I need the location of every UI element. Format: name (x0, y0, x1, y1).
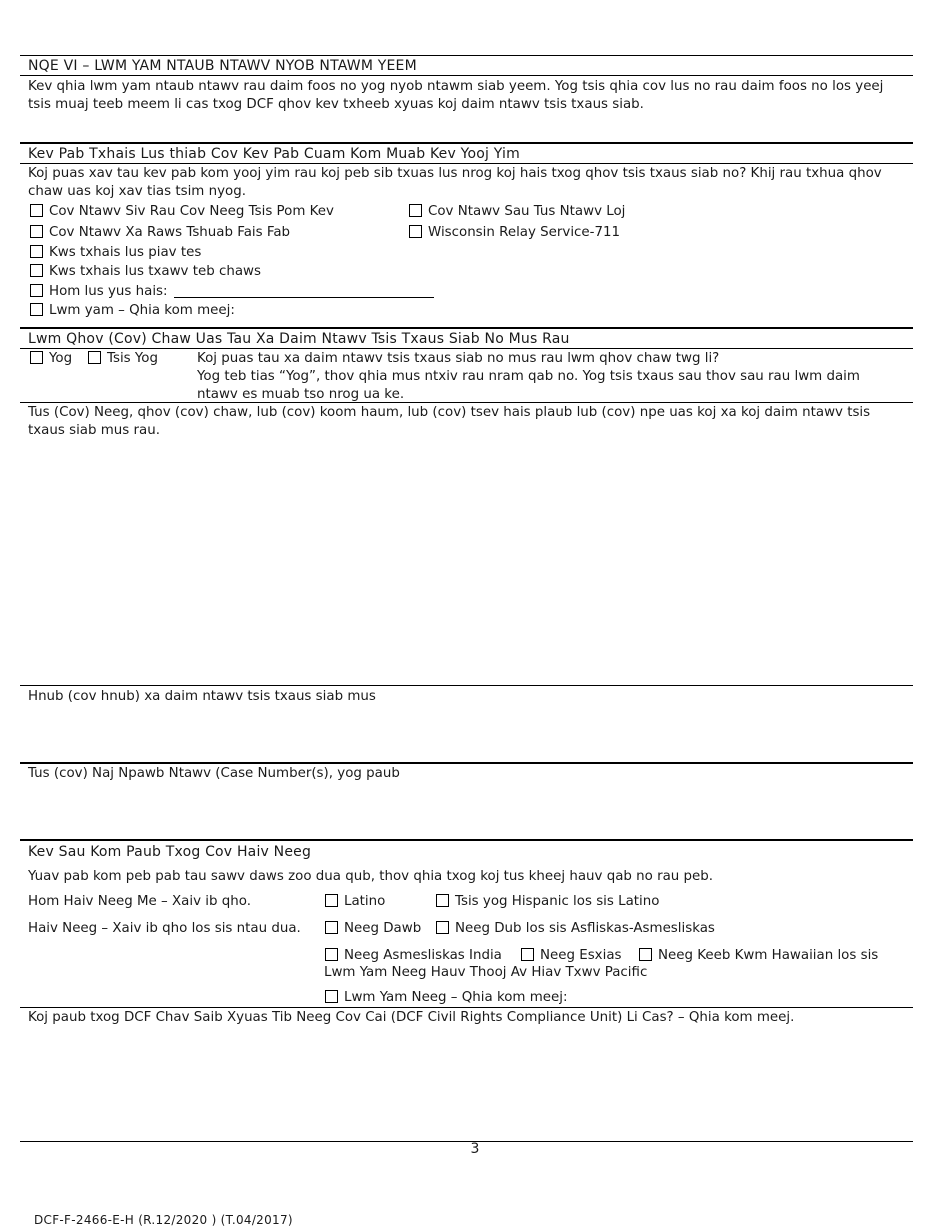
option-spoken-language[interactable] (30, 283, 434, 301)
asian-checkbox[interactable] (521, 948, 534, 961)
demographics-body (20, 861, 913, 1007)
option-label: Neeg Dub los sis Asfliskas-Asmesliskas (455, 921, 715, 936)
latino-checkbox[interactable] (325, 894, 338, 907)
prior-contact-question: Koj paub txog DCF Chav Saib Xyuas Tib Neeg Cov Cai (DCF Civil Rights Compliance Unit) Li Cas? – Qhia kom meej. (28, 1010, 795, 1025)
large-print-checkbox[interactable] (409, 204, 422, 217)
option-label: Latino (344, 894, 386, 909)
race-black[interactable] (436, 920, 715, 938)
yes-option[interactable] (30, 350, 72, 368)
no-checkbox[interactable] (88, 351, 101, 364)
option-label: Lwm yam – Qhia kom meej: (49, 303, 235, 318)
demographics-title: Kev Sau Kom Paub Txog Cov Haiv Neeg (28, 844, 312, 860)
option-label: Neeg Keeb Kwm Hawaiian los sis (658, 948, 879, 963)
option-label: Kws txhais lus piav tes (49, 245, 202, 260)
sign-language-checkbox[interactable] (30, 245, 43, 258)
case-number-label: Tus (cov) Naj Npawb Ntawv (Case Number(s), yog paub (28, 766, 400, 781)
option-label: Neeg Esxias (540, 948, 622, 963)
option-braille[interactable] (30, 203, 334, 221)
relay-checkbox[interactable] (409, 225, 422, 238)
ethnicity-label: Hom Haiv Neeg Me – Xaiv ib qho. (28, 894, 251, 909)
hawaiian-checkbox[interactable] (639, 948, 652, 961)
spoken-language-field[interactable] (174, 283, 434, 298)
option-label: Hom lus yus hais: (49, 284, 168, 299)
race-label: Haiv Neeg – Xaiv ib qho los sis ntau dua. (28, 921, 301, 936)
spoken-language-checkbox[interactable] (30, 284, 43, 297)
no-label: Tsis Yog (107, 351, 158, 366)
option-label: Wisconsin Relay Service-711 (428, 225, 621, 240)
other-agency-question-row (20, 349, 913, 402)
language-question: Koj puas xav tau kev pab kom yooj yim rau koj peb sib txuas lus nrog koj hais txog qhov tsis txaus siab no? Khij rau txhua qhov chaw uas koj xav tias tsim nyog. (28, 166, 882, 199)
option-label: Cov Ntawv Xa Raws Tshuab Fais Fab (49, 225, 291, 240)
agency-names-label: Tus (Cov) Neeg, qhov (cov) chaw, lub (cov) koom haum, lub (cov) tsev hais plaub lub (cov) npe uas koj xa koj daim ntawv tsis txaus siab mus rau. (28, 405, 871, 438)
race-asian[interactable] (521, 947, 622, 965)
ethnicity-not-latino[interactable] (436, 893, 659, 911)
form-code: DCF-F-2466-E-H (R.12/2020 ) (T.04/2017) (34, 1213, 293, 1227)
option-label: Neeg Dawb (344, 921, 422, 936)
option-label: Tsis yog Hispanic los sis Latino (455, 894, 660, 909)
electronic-checkbox[interactable] (30, 225, 43, 238)
language-section-title: Kev Pab Txhais Lus thiab Cov Kev Pab Cuam Kom Muab Kev Yooj Yim (28, 146, 520, 162)
language-options (20, 201, 913, 327)
option-label: Lwm Yam Neeg – Qhia kom meej: (344, 990, 568, 1005)
section-vi-title: NQE VI – LWM YAM NTAUB NTAWV NYOB NTAWM YEEM (28, 58, 417, 74)
option-label: Neeg Asmesliskas India (344, 948, 502, 963)
option-electronic[interactable] (30, 224, 290, 242)
race-other-checkbox[interactable] (325, 990, 338, 1003)
option-sign-language[interactable] (30, 244, 201, 262)
braille-checkbox[interactable] (30, 204, 43, 217)
foreign-interpreter-checkbox[interactable] (30, 264, 43, 277)
american-indian-checkbox[interactable] (325, 948, 338, 961)
option-label: Cov Ntawv Siv Rau Cov Neeg Tsis Pom Kev (49, 204, 334, 219)
white-checkbox[interactable] (325, 921, 338, 934)
option-relay[interactable] (409, 224, 620, 242)
prior-contact-field[interactable] (20, 1008, 913, 1027)
race-hawaiian[interactable] (639, 947, 878, 965)
complaint-form-page (20, 55, 913, 1027)
agency-names-field[interactable] (20, 403, 913, 685)
black-checkbox[interactable] (436, 921, 449, 934)
option-other[interactable] (30, 302, 235, 320)
page-number: 3 (470, 1141, 480, 1157)
yes-label: Yog (49, 351, 73, 366)
race-pacific-islander-continued: Lwm Yam Neeg Hauv Thooj Av Hiav Txwv Pacific (324, 965, 648, 980)
race-american-indian[interactable] (325, 947, 502, 965)
ethnicity-latino[interactable] (325, 893, 385, 911)
other-checkbox[interactable] (30, 303, 43, 316)
other-agency-title: Lwm Qhov (Cov) Chaw Uas Tau Xa Daim Ntawv Tsis Txaus Siab No Mus Rau (28, 331, 570, 347)
option-label: Cov Ntawv Sau Tus Ntawv Loj (428, 204, 626, 219)
option-large-print[interactable] (409, 203, 625, 221)
yes-checkbox[interactable] (30, 351, 43, 364)
race-other[interactable] (325, 989, 568, 1007)
section-vi-description: Kev qhia lwm yam ntaub ntawv rau daim foos no yog nyob ntawm siab yeem. Yog tsis qhia cov lus no rau daim foos no los yeej tsis muaj teeb meem li cas txog DCF qhov kev txheeb xyuas koj daim ntawv tsis txaus siab. (28, 79, 884, 112)
not-latino-checkbox[interactable] (436, 894, 449, 907)
no-option[interactable] (88, 350, 158, 368)
dates-field[interactable] (20, 686, 913, 762)
case-number-field[interactable] (20, 764, 913, 839)
option-label: Kws txhais lus txawv teb chaws (49, 264, 261, 279)
demographics-intro: Yuav pab kom peb pab tau sawv daws zoo dua qub, thov qhia txog koj tus kheej hauv qab no rau peb. (28, 869, 714, 884)
option-foreign-interpreter[interactable] (30, 263, 261, 281)
other-agency-note: Yog teb tias “Yog”, thov qhia mus ntxiv rau nram qab no. Yog tsis txaus sau thov sau rau lwm daim ntawv es muab tso nrog ua ke. (197, 369, 860, 402)
dates-label: Hnub (cov hnub) xa daim ntawv tsis txaus siab mus (28, 689, 376, 704)
other-agency-question: Koj puas tau xa daim ntawv tsis txaus siab no mus rau lwm qhov chaw twg li? (197, 351, 720, 366)
race-white[interactable] (325, 920, 421, 938)
